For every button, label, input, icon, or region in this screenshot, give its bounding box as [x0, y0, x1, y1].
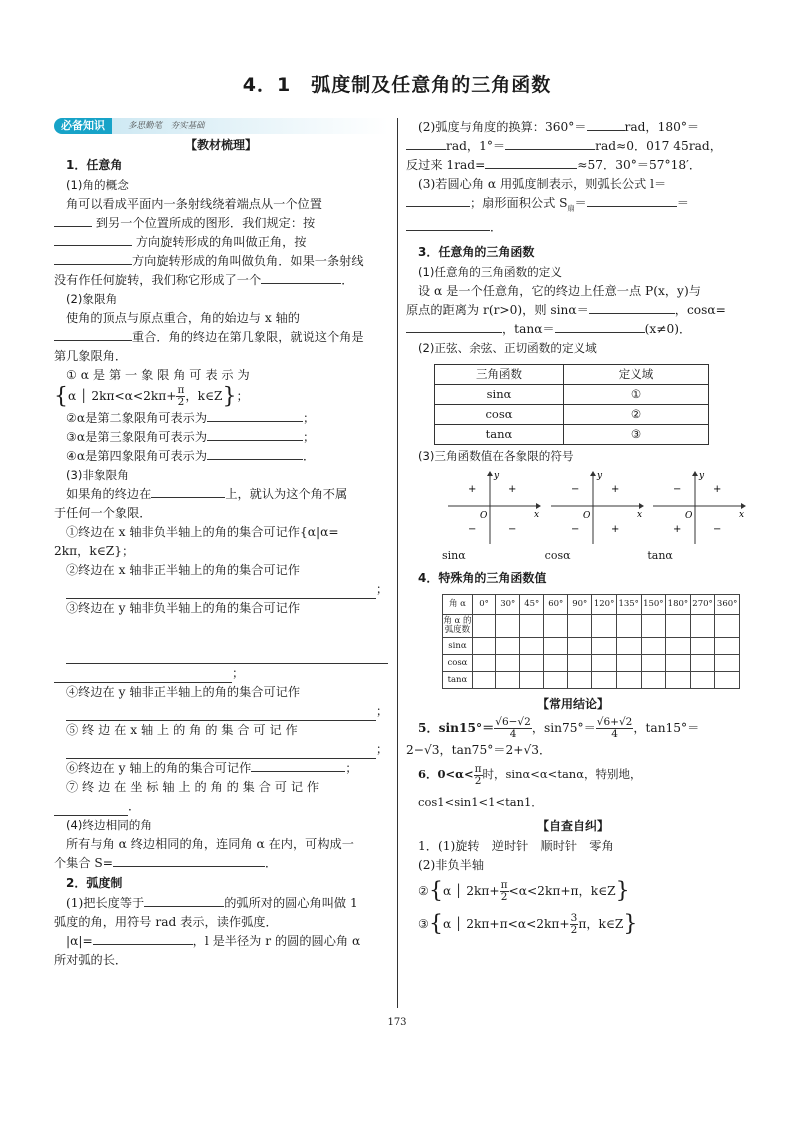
- table-cell[interactable]: [715, 655, 740, 672]
- brace-icon: }: [615, 878, 630, 904]
- table-cell: cosα: [435, 405, 564, 425]
- table-cell[interactable]: [568, 672, 592, 689]
- table-cell[interactable]: [496, 655, 520, 672]
- axes-diagram: [651, 470, 747, 546]
- fill-blank[interactable]: [261, 271, 341, 284]
- fill-blank[interactable]: [54, 233, 132, 246]
- text-line: 个集合 S=: [54, 856, 113, 870]
- axis-label: y: [596, 471, 602, 482]
- table-header: 0°: [472, 595, 495, 615]
- text-line: 于任何一个象限．: [54, 506, 152, 520]
- fill-blank[interactable]: [589, 301, 675, 314]
- text-line: 所对弧的长．: [54, 953, 128, 967]
- text-line: 6．0<α<: [418, 767, 474, 782]
- sign-q3: −: [468, 524, 477, 536]
- table-cell[interactable]: [616, 615, 641, 638]
- sign-diagram-cos: [544, 470, 642, 563]
- row-label: 角 α 的弧度数: [443, 615, 473, 638]
- punct: ；: [375, 582, 388, 596]
- text-line: (x≠0)．: [644, 322, 692, 337]
- text-line: ，tan15°＝: [633, 721, 700, 736]
- fill-blank[interactable]: [406, 218, 490, 231]
- subheading-coterminal: (4)终边相同的角: [66, 818, 152, 832]
- sign-diagram-sin: [442, 470, 540, 563]
- table-cell[interactable]: [520, 638, 544, 655]
- text-line: ④α是第四象限角可表示为: [66, 449, 208, 463]
- table-cell: ③: [564, 425, 709, 445]
- brace-icon: {: [54, 384, 68, 409]
- table-row: [443, 638, 740, 655]
- fraction: [494, 717, 532, 740]
- left-column: [54, 118, 388, 970]
- table-header: 180°: [666, 595, 691, 615]
- table-cell[interactable]: [592, 638, 617, 655]
- text-line: ⑦ 终 边 在 坐 标 轴 上 的 角 的 集 合 可 记 作: [66, 780, 320, 794]
- fill-line[interactable]: [66, 703, 376, 721]
- text-line: 使角的顶点与原点重合，角的始边与 x 轴的: [66, 311, 300, 325]
- fill-blank[interactable]: [587, 118, 625, 131]
- denominator: 2: [474, 774, 482, 787]
- right-column: (2)弧度与角度的换算：360°＝ rad，180°＝ rad，1°＝ rad≈0．017 45rad， 反过来 1rad= ≈57．30°＝57°18′． (3)若圆心角 α 用弧度制表示，则弧长公式 l＝ ；扇形面积公式 $S_扇=$ ＝ ． 3．任意角的三角函数 (1)任意角的三角函数的定义 设 α 是一个任意角，它的终边上任意一点 P(x，y)与 原点的距离为 r(r>0)，则 sinα＝ ，cosα= ，tanα＝ (x≠0)． (2)正弦、余弦、正切函数的定义域 三角函数 定义域 sinα ① cosα ② tanα ③ (3)三角函数值在各象限的符号 y x O + + − − sinα y x O − + − + cosα y x O − + + − tanα 4．特殊角的三角函数值 角 α 0° 30° 45° 60° 90° 120° 135° 150° 180° 270° 360° 角 α 的弧度数 sinα cosα tanα 【常用结论】 5．sin15°＝ $\frac{√6-√2}{4}$ ，sin75°＝ $\frac{√6+√2}{4}$ ，tan15°＝ 2−√3，tan75°＝2+√3． 6．0<α< $\frac{\pi}{2}$ 时，sinα<α<tanα，特别地，cos1<sin1<1<tan1． 【自查自纠】 1．(1)旋转 逆时针 顺时针 零角 (2)非负半轴 ②{α │ 2kπ+ $\frac{\pi}{2}$ <α<2kπ+π，k∈Z} ③{α │ 2kπ+π<α<2kπ+ $\frac{3}{2}$ π，k∈Z}: [406, 118, 740, 940]
- table-cell[interactable]: [616, 672, 641, 689]
- table-cell[interactable]: [544, 672, 568, 689]
- fill-blank[interactable]: [207, 447, 303, 460]
- sign-q2: −: [673, 484, 682, 496]
- text-line: ②终边在 x 轴非正半轴上的角的集合可记作: [66, 563, 300, 577]
- text-line: 方向旋转形成的角叫做正角，按: [135, 235, 307, 249]
- table-cell[interactable]: [641, 615, 666, 638]
- set-text: ，k∈Z: [185, 389, 223, 403]
- punct: ；: [375, 704, 388, 718]
- subheading-domain: (2)正弦、余弦、正切函数的定义域: [418, 341, 597, 356]
- table-cell[interactable]: [472, 615, 495, 638]
- text-line: ③终边在 y 轴非负半轴上的角的集合可记作: [66, 601, 301, 615]
- text-line: 如果角的终边在: [66, 487, 152, 501]
- text-line: ①终边在 x 轴非负半轴上的角的集合可记作{α|α=: [66, 525, 339, 539]
- badge-slogan: 多思勤笔 夯实基础: [112, 118, 388, 134]
- heading-special-angles: 4．特殊角的三角函数值: [418, 571, 547, 586]
- fill-blank[interactable]: [54, 252, 132, 265]
- section-badge: [54, 118, 388, 134]
- set-text: α │ 2kπ<α<2kπ+: [68, 389, 177, 403]
- fraction: [500, 880, 509, 903]
- table-header: 120°: [592, 595, 617, 615]
- brace-icon: {: [428, 878, 443, 904]
- table-row: [443, 655, 740, 672]
- page-title: 4．1 弧度制及任意角的三角函数: [242, 74, 552, 96]
- text-line: |α|=: [66, 934, 93, 948]
- text-line: 方向旋转形成的角叫做负角．如果一条射线: [132, 254, 364, 268]
- table-cell[interactable]: [690, 672, 715, 689]
- axes-diagram: [549, 470, 645, 546]
- table-cell[interactable]: [472, 655, 495, 672]
- sign-diagram-tan: [647, 470, 745, 563]
- numerator: π: [474, 762, 482, 775]
- table-header: 定义域: [564, 365, 709, 385]
- sign-q2: +: [468, 484, 477, 496]
- subheading-concept: (1)角的概念: [66, 178, 129, 192]
- table-row: [435, 385, 709, 405]
- set-text: α │ 2kπ+: [442, 884, 500, 899]
- subscript: 扇: [567, 204, 575, 213]
- text-line: ，tanα＝: [502, 322, 555, 337]
- diagram-label: cosα: [544, 549, 571, 563]
- text-line: 角可以看成平面内一条射线绕着端点从一个位置: [66, 197, 322, 211]
- text-line: ③α是第三象限角可表示为: [66, 430, 208, 444]
- table-cell[interactable]: [690, 638, 715, 655]
- text-line: 第几象限角．: [54, 349, 128, 363]
- table-cell[interactable]: [520, 672, 544, 689]
- punct: ；: [375, 742, 388, 756]
- axis-label: x: [739, 510, 745, 521]
- table-cell[interactable]: [568, 638, 592, 655]
- sign-q3: −: [570, 524, 580, 536]
- punct: ；: [232, 666, 245, 680]
- numerator: π: [500, 879, 508, 892]
- column-divider: [397, 118, 398, 1008]
- brace-icon: {: [428, 911, 443, 937]
- table-cell: ②: [564, 405, 709, 425]
- table-cell: ①: [564, 385, 709, 405]
- denominator: 2: [177, 396, 185, 408]
- fill-line[interactable]: [54, 798, 128, 816]
- table-cell[interactable]: [690, 615, 715, 638]
- table-cell: tanα: [435, 425, 564, 445]
- subheading-non-quadrant: (3)非象限角: [66, 468, 129, 482]
- table-cell[interactable]: [641, 672, 666, 689]
- diagram-label: sinα: [442, 549, 466, 563]
- table-cell[interactable]: [544, 615, 568, 638]
- answer-set: [406, 875, 740, 908]
- text-line: ，sin75°＝: [531, 721, 596, 736]
- text-line: 到另一个位置所成的图形．我们规定：按: [95, 216, 316, 230]
- text-line: 的弧所对的圆心角叫做 1: [224, 896, 358, 910]
- table-header: 60°: [544, 595, 568, 615]
- table-cell[interactable]: [715, 638, 740, 655]
- numerator: √6−√2: [495, 716, 531, 729]
- punct: ．: [303, 449, 316, 463]
- fill-line[interactable]: [66, 741, 376, 759]
- fill-blank[interactable]: [406, 320, 502, 333]
- table-cell[interactable]: [666, 638, 691, 655]
- table-header: 150°: [641, 595, 666, 615]
- fill-blank[interactable]: [406, 137, 446, 150]
- table-cell[interactable]: [496, 638, 520, 655]
- fill-blank[interactable]: [485, 156, 577, 169]
- fraction: [596, 717, 634, 740]
- special-angle-table: [442, 594, 740, 689]
- sign-q4: −: [508, 524, 517, 536]
- punct: ；: [303, 430, 316, 444]
- sign-q4: +: [610, 524, 620, 536]
- fill-blank[interactable]: [207, 428, 303, 441]
- text-line: 原点的距离为 r(r>0)，则 sinα＝: [406, 303, 589, 318]
- fill-blank[interactable]: [144, 894, 224, 907]
- table-cell[interactable]: [568, 655, 592, 672]
- table-header: 360°: [715, 595, 740, 615]
- answer-set: [406, 908, 740, 941]
- text-line: ① α 是 第 一 象 限 角 可 表 示 为: [66, 368, 250, 382]
- table-cell[interactable]: [715, 672, 740, 689]
- table-row: [443, 615, 740, 638]
- table-cell[interactable]: [520, 615, 544, 638]
- numerator: 3: [570, 911, 578, 924]
- axis-label: x: [636, 510, 642, 521]
- sign-diagrams: [442, 470, 745, 563]
- text-line: 没有作任何旋转，我们称它形成了一个: [54, 273, 262, 287]
- text-line: (1)把长度等于: [66, 896, 145, 910]
- row-label: cosα: [443, 655, 473, 672]
- fill-blank[interactable]: [505, 137, 595, 150]
- answer-line: (2)非负半轴: [418, 858, 485, 873]
- text-line: ②: [418, 884, 429, 899]
- axes-diagram: [446, 470, 542, 546]
- table-cell[interactable]: [641, 655, 666, 672]
- text-line: 2kπ，k∈Z}；: [54, 544, 135, 558]
- table-row: [443, 672, 740, 689]
- table-header: 角 α: [443, 595, 473, 615]
- fill-line[interactable]: [54, 665, 232, 683]
- fill-blank[interactable]: [54, 328, 132, 341]
- diagram-label: tanα: [647, 549, 673, 563]
- fill-blank[interactable]: [207, 409, 303, 422]
- text-line: 时，sinα<α<tanα，特别地，cos1<sin1<1<tan1．: [418, 767, 642, 810]
- table-cell[interactable]: [641, 638, 666, 655]
- sign-q1: +: [610, 484, 620, 496]
- table-cell[interactable]: [592, 655, 617, 672]
- table-cell[interactable]: [666, 655, 691, 672]
- subheading-quadrant-angle: (2)象限角: [66, 292, 118, 306]
- fill-line[interactable]: [66, 581, 376, 599]
- table-header-row: [435, 365, 709, 385]
- denominator: 4: [611, 728, 618, 741]
- set-text: α │ 2kπ+π<α<2kπ+: [442, 916, 570, 931]
- sign-q4: −: [713, 524, 722, 536]
- text-line: 2−√3，tan75°＝2+√3．: [406, 743, 552, 758]
- self-check-heading: 【自查自纠】: [536, 819, 609, 834]
- table-header: 45°: [520, 595, 544, 615]
- axis-label: y: [494, 471, 500, 482]
- table-cell[interactable]: [616, 655, 641, 672]
- punct: ．: [341, 273, 354, 287]
- review-heading: 【教材梳理】: [184, 138, 257, 152]
- heading-any-angle: 1．任意角: [66, 158, 123, 172]
- row-label: sinα: [443, 638, 473, 655]
- fill-blank[interactable]: [251, 759, 345, 772]
- conclusion-heading: 【常用结论】: [536, 697, 609, 712]
- sign-q2: −: [570, 484, 580, 496]
- page-number: 173: [387, 1017, 407, 1028]
- text-line: ；扇形面积公式 S: [470, 196, 568, 210]
- table-cell[interactable]: [472, 638, 495, 655]
- origin-label: O: [582, 511, 591, 522]
- table-cell[interactable]: [568, 615, 592, 638]
- brace-icon: }: [623, 911, 638, 937]
- text-line: ④终边在 y 轴非正半轴上的角的集合可记作: [66, 685, 301, 699]
- table-header: 30°: [496, 595, 520, 615]
- subheading-definition: (1)任意角的三角函数的定义: [418, 265, 562, 280]
- table-row: [435, 425, 709, 445]
- text-line: 重合．角的终边在第几象限，就说这个角是: [132, 330, 364, 344]
- punct: ．: [265, 856, 278, 870]
- table-cell[interactable]: [496, 615, 520, 638]
- sign-q1: +: [508, 484, 517, 496]
- fill-blank[interactable]: [93, 932, 193, 945]
- text-line: ，l 是半径为 r 的圆的圆心角 α: [192, 934, 361, 948]
- text-line: (3)若圆心角 α 用弧度制表示，则弧长公式 l＝: [418, 177, 667, 191]
- heading-radian: 2．弧度制: [66, 876, 123, 890]
- sign-q1: +: [713, 484, 722, 496]
- table-cell[interactable]: [666, 615, 691, 638]
- table-header-row: [443, 595, 740, 615]
- table-header: 135°: [616, 595, 641, 615]
- punct: ；: [345, 761, 358, 775]
- denominator: 2: [570, 923, 578, 936]
- table-row: [435, 405, 709, 425]
- table-cell[interactable]: [472, 672, 495, 689]
- table-cell[interactable]: [544, 638, 568, 655]
- text-line: ≈57．30°＝57°18′．: [577, 158, 702, 172]
- origin-label: O: [685, 511, 693, 522]
- subheading-signs: (3)三角函数值在各象限的符号: [418, 449, 574, 464]
- text-line: 设 α 是一个任意角，它的终边上任意一点 P(x，y)与: [418, 284, 701, 299]
- axis-label: x: [534, 510, 540, 521]
- table-cell[interactable]: [592, 672, 617, 689]
- table-cell[interactable]: [616, 638, 641, 655]
- fill-line[interactable]: [66, 646, 388, 664]
- badge-label: 必备知识: [54, 118, 112, 134]
- text-line: ②α是第二象限角可表示为: [66, 411, 208, 425]
- fill-blank[interactable]: [151, 485, 225, 498]
- set-text: <α<2kπ+π，k∈Z: [508, 884, 616, 899]
- text-line: 弧度的角，用符号 rad 表示，读作弧度．: [54, 915, 278, 929]
- numerator: √6+√2: [596, 716, 633, 729]
- denominator: 2: [500, 891, 508, 904]
- fill-blank[interactable]: [113, 854, 265, 867]
- text-line: ⑥终边在 y 轴上的角的集合可记作: [66, 761, 252, 775]
- fill-blank[interactable]: [406, 194, 470, 207]
- fill-blank[interactable]: [587, 194, 677, 207]
- set-text: π，k∈Z: [578, 916, 624, 931]
- text-line: rad，180°＝: [624, 120, 700, 134]
- text-line: rad，1°＝: [446, 139, 506, 153]
- table-cell[interactable]: [544, 655, 568, 672]
- table-cell[interactable]: [592, 615, 617, 638]
- text-line: rad≈0．017 45rad，: [595, 139, 722, 153]
- axis-label: y: [699, 471, 705, 482]
- table-cell[interactable]: [666, 672, 691, 689]
- text-line: 5．sin15°＝: [418, 721, 495, 736]
- sign-q3: +: [673, 524, 682, 536]
- text-line: (2)弧度与角度的换算：360°＝: [418, 120, 587, 134]
- text-line: ③: [418, 916, 429, 931]
- origin-label: O: [480, 511, 488, 522]
- set-expression: [54, 385, 388, 409]
- fill-blank[interactable]: [54, 214, 92, 227]
- fraction: [474, 764, 483, 787]
- punct: ；: [303, 411, 316, 425]
- text-line: ，cosα=: [674, 303, 726, 318]
- table-cell[interactable]: [690, 655, 715, 672]
- table-header: 三角函数: [435, 365, 564, 385]
- text-line: ＝: [574, 196, 587, 210]
- text-line: ＝: [676, 196, 689, 210]
- table-cell[interactable]: [520, 655, 544, 672]
- denominator: 4: [509, 728, 517, 741]
- table-cell[interactable]: [715, 615, 740, 638]
- text-line: 所有与角 α 终边相同的角，连同角 α 在内，可构成一: [66, 837, 354, 851]
- answer-line: 1．(1)旋转 逆时针 顺时针 零角: [418, 839, 614, 854]
- punct: ．: [128, 799, 141, 813]
- table-header: 270°: [690, 595, 715, 615]
- row-label: tanα: [443, 672, 473, 689]
- text-line: ⑤ 终 边 在 x 轴 上 的 角 的 集 合 可 记 作: [66, 723, 298, 737]
- brace-icon: }: [222, 384, 237, 409]
- table-cell[interactable]: [496, 672, 520, 689]
- punct: ；: [236, 389, 249, 403]
- fill-blank[interactable]: [555, 320, 645, 333]
- numerator: π: [177, 384, 185, 396]
- text-line: 上，就认为这个角不属: [225, 487, 348, 501]
- table-header: 90°: [568, 595, 592, 615]
- heading-trig-any: 3．任意角的三角函数: [418, 245, 535, 260]
- table-cell: sinα: [435, 385, 564, 405]
- text-line: 反过来 1rad=: [406, 158, 486, 172]
- domain-table: [434, 364, 709, 445]
